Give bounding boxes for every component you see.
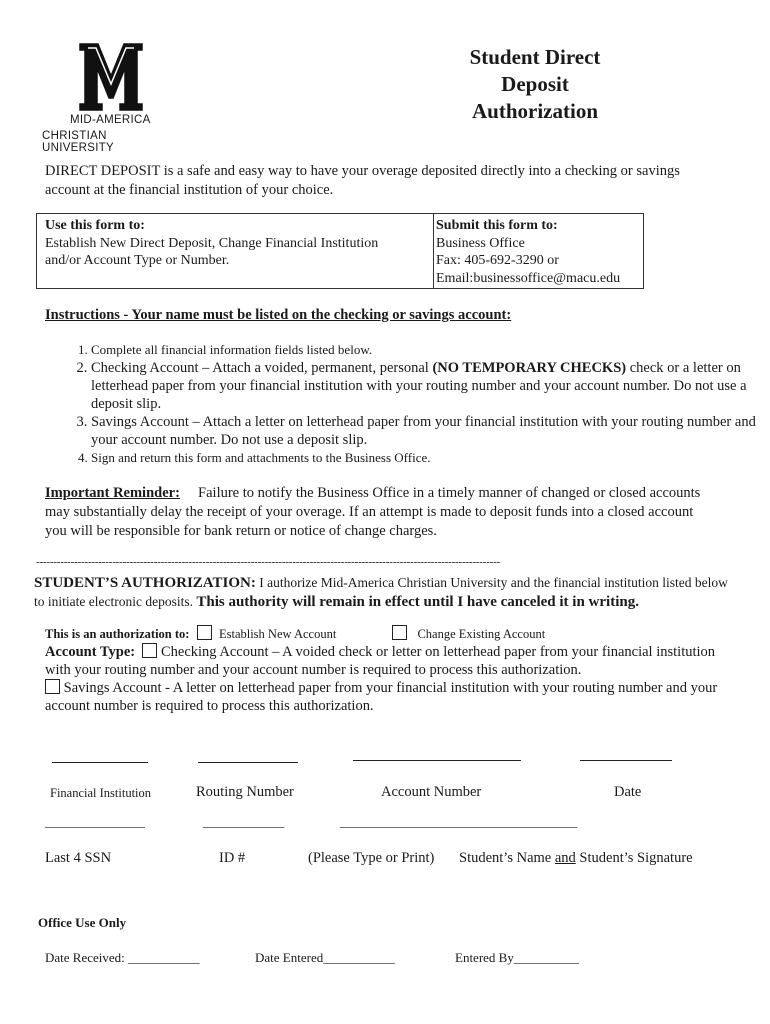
routing-number-line[interactable]: [198, 762, 298, 763]
submit-form-column: Submit this form to: Business Office Fax: 405-692-3290 or Email:businessoffice@macu.edu: [434, 214, 643, 288]
page-title: Student Direct Deposit Authorization: [469, 45, 601, 123]
student-name-signature-label: Student’s Name and Student’s Signature: [459, 850, 693, 866]
authorization-label: STUDENT’S AUTHORIZATION:: [34, 575, 256, 591]
date-entered-field[interactable]: Date Entered___________: [255, 950, 395, 965]
dashed-divider: --------------------------------------------------------------------------------------------------------------------------------------: [36, 556, 501, 568]
routing-number-label: Routing Number: [196, 784, 294, 800]
checking-account-checkbox[interactable]: [142, 643, 157, 658]
intro-text: DIRECT DEPOSIT is a safe and easy way to have your overage deposited directly into a checking or savings account at the financial institution of your choice.: [45, 163, 680, 198]
account-type-savings: Savings Account - A letter on letterhead paper from your financial institution with your routing number and your account number is required to process this authorization.: [45, 680, 718, 714]
financial-institution-line[interactable]: [52, 762, 148, 763]
list-item: 4. Sign and return this form and attachments to the Business Office.: [91, 449, 770, 467]
account-options: [45, 625, 735, 715]
logo-line2: CHRISTIAN UNIVERSITY: [42, 130, 115, 154]
authorization-to-row: This is an authorization to: Establish New Account Change Existing Account: [45, 627, 546, 641]
important-reminder: [45, 484, 705, 541]
account-number-line[interactable]: [353, 760, 521, 761]
ssn-line[interactable]: ________________: [45, 815, 145, 829]
savings-account-checkbox[interactable]: [45, 679, 60, 694]
student-authorization: STUDENT’S AUTHORIZATION: I authorize Mid-America Christian University and the financial institution listed below to initiate electronic deposits. This authority will remain in effect until I have canceled it in writing.: [34, 575, 728, 610]
office-use-heading: Office Use Only: [38, 915, 127, 930]
logo-line1: MID-AMERICA: [70, 114, 151, 126]
id-label: ID #: [219, 850, 246, 866]
info-box: [36, 213, 644, 289]
list-item: 3. Savings Account – Attach a letter on letterhead paper from your financial institution with your routing number and your account number. Do not use a deposit slip.: [91, 413, 770, 449]
university-logo: [40, 42, 180, 154]
date-label: Date: [614, 784, 642, 800]
entered-by-field[interactable]: Entered By__________: [455, 950, 579, 965]
list-item: 1. Complete all financial information fields listed below.: [91, 341, 770, 359]
last4-ssn-label: Last 4 SSN: [45, 850, 112, 866]
account-type-checking: Account Type: Checking Account – A voided check or letter on letterhead paper from your financial institution with your routing number and your account number is required to process this authorization.: [45, 644, 716, 678]
date-received-field[interactable]: Date Received: ___________: [45, 950, 200, 965]
establish-new-account-checkbox[interactable]: [197, 625, 212, 640]
authorization-bold-text: This authority will remain in effect until I have canceled it in writing.: [196, 593, 639, 610]
reminder-label: Important Reminder:: [45, 485, 180, 501]
change-existing-account-checkbox[interactable]: [392, 625, 407, 640]
use-form-column: Use this form to: Establish New Direct Deposit, Change Financial Institution and/or Account Type or Number.: [37, 214, 434, 288]
reminder-text: Failure to notify the Business Office in a timely manner of changed or closed accounts may substantially delay the receipt of your overage. If an attempt is made to deposit funds into a closed account you will be responsible for bank return or notice of change charges.: [45, 485, 701, 539]
instructions-heading: Instructions - Your name must be listed on the checking or savings account:: [45, 307, 512, 323]
instructions-list: [45, 341, 770, 467]
list-item: 2. Checking Account – Attach a voided, permanent, personal (NO TEMPORARY CHECKS) check or a letter on letterhead paper from your financial institution with your routing number and your account number. Do not use a deposit slip.: [91, 359, 770, 413]
date-line[interactable]: [580, 760, 672, 761]
m-logo-icon: [78, 42, 144, 112]
business-office-email: Email:businessoffice@macu.edu: [436, 270, 621, 286]
financial-institution-label: Financial Institution: [50, 786, 152, 800]
print-label: (Please Type or Print): [308, 850, 435, 866]
name-signature-line[interactable]: ______________________________________: [340, 815, 578, 829]
id-line[interactable]: _____________: [203, 815, 285, 829]
account-number-label: Account Number: [381, 784, 482, 800]
